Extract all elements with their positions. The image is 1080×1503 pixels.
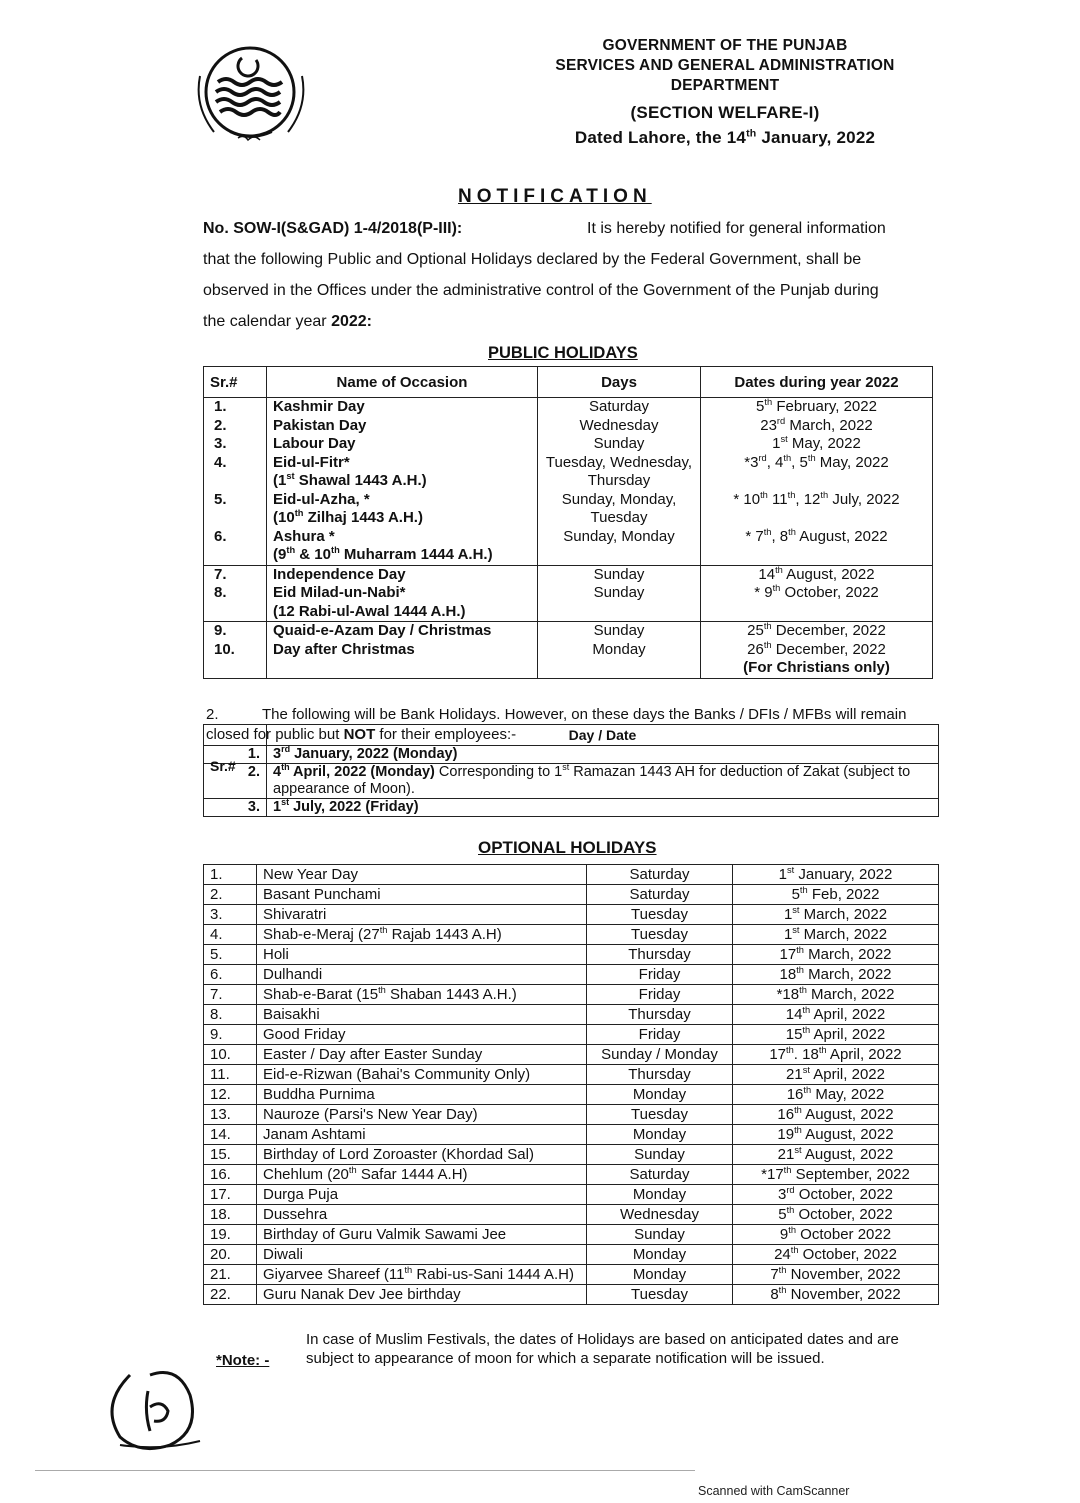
holiday-date: * 10th 11th, 12th July, 2022 bbox=[701, 491, 933, 528]
optional-date: 17th March, 2022 bbox=[733, 945, 939, 965]
public-holiday-row bbox=[204, 454, 933, 491]
optional-day: Tuesday bbox=[587, 905, 733, 925]
line4-bold: 2022: bbox=[331, 313, 372, 330]
optional-sr: 21. bbox=[204, 1265, 257, 1285]
optional-holiday-row bbox=[204, 945, 939, 965]
scanner-watermark: Scanned with CamScanner bbox=[698, 1484, 850, 1498]
optional-sr: 15. bbox=[204, 1145, 257, 1165]
notification-line-1: It is hereby notified for general information bbox=[587, 220, 886, 237]
notification-title: NOTIFICATION bbox=[458, 186, 652, 207]
bank-day-date: 4th April, 2022 (Monday) Corresponding to 1st Ramazan 1443 AH for deduction of Zakat (subject to appearance of Moon). bbox=[267, 764, 939, 799]
optional-date: 1st January, 2022 bbox=[733, 865, 939, 885]
holiday-name: Quaid-e-Azam Day / Christmas bbox=[267, 622, 538, 641]
optional-name: Chehlum (20th Safar 1444 A.H) bbox=[257, 1165, 587, 1185]
public-holiday-row bbox=[204, 398, 933, 417]
optional-date: 24th October, 2022 bbox=[733, 1245, 939, 1265]
holiday-days: Sunday bbox=[538, 622, 701, 641]
optional-day: Sunday bbox=[587, 1225, 733, 1245]
public-holiday-row bbox=[204, 622, 933, 641]
optional-sr: 18. bbox=[204, 1205, 257, 1225]
optional-sr: 22. bbox=[204, 1285, 257, 1305]
optional-date: 5th October, 2022 bbox=[733, 1205, 939, 1225]
notification-number: No. SOW-I(S&GAD) 1-4/2018(P-III): bbox=[203, 220, 463, 237]
section-title: (SECTION WELFARE-I) bbox=[630, 103, 820, 122]
optional-holiday-row bbox=[204, 1145, 939, 1165]
optional-name: Giyarvee Shareef (11th Rabi-us-Sani 1444 A.H) bbox=[257, 1265, 587, 1285]
optional-day: Friday bbox=[587, 985, 733, 1005]
optional-sr: 9. bbox=[204, 1025, 257, 1045]
col-header-sr: Sr.# bbox=[204, 367, 267, 398]
optional-name: Basant Punchami bbox=[257, 885, 587, 905]
optional-sr: 17. bbox=[204, 1185, 257, 1205]
optional-name: Shivaratri bbox=[257, 905, 587, 925]
holiday-name: Kashmir Day bbox=[267, 398, 538, 417]
notification-line-3: observed in the Offices under the administrative control of the Government of the Punjab during bbox=[203, 282, 879, 299]
optional-date: 17th. 18th April, 2022 bbox=[733, 1045, 939, 1065]
optional-day: Friday bbox=[587, 965, 733, 985]
optional-name: New Year Day bbox=[257, 865, 587, 885]
holiday-date: 14th August, 2022 bbox=[701, 565, 933, 584]
notification-line-4 bbox=[203, 306, 931, 337]
holiday-name: Eid-ul-Fitr* (1st Shawal 1443 A.H.) bbox=[267, 454, 538, 491]
holiday-name: Labour Day bbox=[267, 435, 538, 454]
holiday-days: Sunday bbox=[538, 435, 701, 454]
optional-date: 16th August, 2022 bbox=[733, 1105, 939, 1125]
holiday-name: Pakistan Day bbox=[267, 417, 538, 436]
optional-name: Birthday of Lord Zoroaster (Khordad Sal) bbox=[257, 1145, 587, 1165]
public-holidays-table bbox=[203, 366, 933, 679]
bank-holiday-row bbox=[204, 746, 939, 764]
optional-sr: 14. bbox=[204, 1125, 257, 1145]
optional-name: Holi bbox=[257, 945, 587, 965]
optional-holiday-row bbox=[204, 1065, 939, 1085]
holiday-sr: 4. bbox=[204, 454, 267, 491]
optional-date: 21st August, 2022 bbox=[733, 1145, 939, 1165]
bank-col-sr: Sr.# bbox=[210, 758, 236, 774]
holiday-sr: 2. bbox=[204, 417, 267, 436]
note-label bbox=[216, 1352, 269, 1369]
optional-name: Eid-e-Rizwan (Bahai's Community Only) bbox=[257, 1065, 587, 1085]
bank-col-day-date: Day / Date bbox=[267, 725, 939, 746]
optional-sr: 5. bbox=[204, 945, 257, 965]
optional-date: 9th October 2022 bbox=[733, 1225, 939, 1245]
optional-sr: 1. bbox=[204, 865, 257, 885]
holiday-name: Eid-ul-Azha, * (10th Zilhaj 1443 A.H.) bbox=[267, 491, 538, 528]
optional-holiday-row bbox=[204, 1285, 939, 1305]
holiday-days: Wednesday bbox=[538, 417, 701, 436]
holiday-sr: 10. bbox=[204, 641, 267, 679]
optional-holiday-row bbox=[204, 1225, 939, 1245]
col-header-days: Days bbox=[538, 367, 701, 398]
holiday-name: Independence Day bbox=[267, 565, 538, 584]
page-edge-line bbox=[35, 1470, 695, 1471]
dated-pre: Dated Lahore, the 14 bbox=[574, 128, 747, 147]
optional-day: Monday bbox=[587, 1185, 733, 1205]
optional-sr: 8. bbox=[204, 1005, 257, 1025]
optional-sr: 4. bbox=[204, 925, 257, 945]
note-label-text: *Note: - bbox=[216, 1352, 270, 1369]
public-holiday-row bbox=[204, 435, 933, 454]
optional-holiday-row bbox=[204, 1125, 939, 1145]
optional-sr: 2. bbox=[204, 885, 257, 905]
optional-date: 1st March, 2022 bbox=[733, 905, 939, 925]
holiday-date: *3rd, 4th, 5th May, 2022 bbox=[701, 454, 933, 491]
optional-date: 3rd October, 2022 bbox=[733, 1185, 939, 1205]
government-header bbox=[540, 36, 910, 96]
bank-para-line-1: The following will be Bank Holidays. However, on these days the Banks / DFIs / MFBs will remain bbox=[262, 706, 907, 723]
holiday-days: Sunday, Monday, Tuesday bbox=[538, 491, 701, 528]
optional-sr: 16. bbox=[204, 1165, 257, 1185]
optional-date: 21st April, 2022 bbox=[733, 1065, 939, 1085]
header-line-2: SERVICES AND GENERAL ADMINISTRATION bbox=[555, 57, 895, 74]
bank-holidays-table bbox=[203, 724, 939, 817]
optional-sr: 19. bbox=[204, 1225, 257, 1245]
optional-date: 8th November, 2022 bbox=[733, 1285, 939, 1305]
optional-name: Diwali bbox=[257, 1245, 587, 1265]
optional-sr: 20. bbox=[204, 1245, 257, 1265]
holiday-sr: 9. bbox=[204, 622, 267, 641]
para-bold: NOT bbox=[343, 726, 376, 743]
col-header-dates: Dates during year 2022 bbox=[701, 367, 933, 398]
holiday-days: Tuesday, Wednesday, Thursday bbox=[538, 454, 701, 491]
holiday-name: Ashura * (9th & 10th Muharram 1444 A.H.) bbox=[267, 528, 538, 566]
optional-holiday-row bbox=[204, 905, 939, 925]
optional-sr: 13. bbox=[204, 1105, 257, 1125]
dated-post: January, 2022 bbox=[756, 128, 876, 147]
optional-day: Monday bbox=[587, 1125, 733, 1145]
holiday-days: Sunday bbox=[538, 565, 701, 584]
optional-sr: 3. bbox=[204, 905, 257, 925]
public-holiday-row bbox=[204, 491, 933, 528]
holiday-name: Eid Milad-un-Nabi* (12 Rabi-ul-Awal 1444 A.H.) bbox=[267, 584, 538, 622]
para-number: 2. bbox=[206, 706, 219, 723]
note-text bbox=[306, 1330, 966, 1368]
holiday-sr: 5. bbox=[204, 491, 267, 528]
holiday-sr: 1. bbox=[204, 398, 267, 417]
holiday-days: Monday bbox=[538, 641, 701, 679]
holiday-name: Day after Christmas bbox=[267, 641, 538, 679]
optional-day: Tuesday bbox=[587, 925, 733, 945]
optional-day: Monday bbox=[587, 1245, 733, 1265]
holiday-date: 25th December, 2022 bbox=[701, 622, 933, 641]
optional-sr: 6. bbox=[204, 965, 257, 985]
optional-day: Thursday bbox=[587, 945, 733, 965]
optional-name: Buddha Purnima bbox=[257, 1085, 587, 1105]
public-holidays-title: PUBLIC HOLIDAYS bbox=[488, 344, 638, 362]
line4-pre: the calendar year bbox=[203, 313, 332, 330]
optional-holiday-row bbox=[204, 1265, 939, 1285]
holiday-days: Sunday, Monday bbox=[538, 528, 701, 566]
bank-day-date: 1st July, 2022 (Friday) bbox=[267, 799, 939, 817]
optional-date: 18th March, 2022 bbox=[733, 965, 939, 985]
optional-date: 16th May, 2022 bbox=[733, 1085, 939, 1105]
optional-date: 15th April, 2022 bbox=[733, 1025, 939, 1045]
optional-day: Tuesday bbox=[587, 1105, 733, 1125]
optional-holiday-row bbox=[204, 1105, 939, 1125]
optional-date: 19th August, 2022 bbox=[733, 1125, 939, 1145]
holiday-sr: 6. bbox=[204, 528, 267, 566]
optional-day: Thursday bbox=[587, 1065, 733, 1085]
para-pre: closed for public but bbox=[206, 726, 344, 743]
optional-holiday-row bbox=[204, 985, 939, 1005]
optional-name: Nauroze (Parsi's New Year Day) bbox=[257, 1105, 587, 1125]
optional-holidays-title: OPTIONAL HOLIDAYS bbox=[478, 838, 657, 857]
bank-holiday-row bbox=[204, 799, 939, 817]
holiday-date: * 9th October, 2022 bbox=[701, 584, 933, 622]
public-holiday-row bbox=[204, 417, 933, 436]
optional-date: 14th April, 2022 bbox=[733, 1005, 939, 1025]
holiday-days: Sunday bbox=[538, 584, 701, 622]
optional-holiday-row bbox=[204, 1005, 939, 1025]
optional-name: Dussehra bbox=[257, 1205, 587, 1225]
optional-date: 5th Feb, 2022 bbox=[733, 885, 939, 905]
header-line-1: GOVERNMENT OF THE PUNJAB bbox=[602, 37, 848, 54]
bank-day-date: 3rd January, 2022 (Monday) bbox=[267, 746, 939, 764]
optional-holiday-row bbox=[204, 1205, 939, 1225]
optional-day: Saturday bbox=[587, 1165, 733, 1185]
header-line-3: DEPARTMENT bbox=[670, 77, 780, 94]
optional-day: Monday bbox=[587, 1265, 733, 1285]
optional-holiday-row bbox=[204, 1085, 939, 1105]
optional-date: *18th March, 2022 bbox=[733, 985, 939, 1005]
holiday-sr: 7. bbox=[204, 565, 267, 584]
optional-day: Sunday bbox=[587, 1145, 733, 1165]
notification-line-2: that the following Public and Optional Holidays declared by the Federal Government, shall be bbox=[203, 251, 862, 268]
optional-name: Baisakhi bbox=[257, 1005, 587, 1025]
holiday-date: 1st May, 2022 bbox=[701, 435, 933, 454]
para-post: for their employees:- bbox=[375, 726, 517, 743]
optional-holiday-row bbox=[204, 1045, 939, 1065]
optional-name: Shab-e-Barat (15th Shaban 1443 A.H.) bbox=[257, 985, 587, 1005]
bank-header-spacer bbox=[204, 725, 267, 746]
optional-sr: 11. bbox=[204, 1065, 257, 1085]
optional-name: Birthday of Guru Valmik Sawami Jee bbox=[257, 1225, 587, 1245]
holiday-sr: 3. bbox=[204, 435, 267, 454]
notification-paragraph bbox=[203, 213, 931, 337]
optional-date: 7th November, 2022 bbox=[733, 1265, 939, 1285]
optional-sr: 10. bbox=[204, 1045, 257, 1065]
optional-day: Saturday bbox=[587, 865, 733, 885]
holiday-date: 5th February, 2022 bbox=[701, 398, 933, 417]
optional-day: Friday bbox=[587, 1025, 733, 1045]
holiday-sr: 8. bbox=[204, 584, 267, 622]
public-holiday-row bbox=[204, 565, 933, 584]
optional-name: Guru Nanak Dev Jee birthday bbox=[257, 1285, 587, 1305]
bank-sr: 2. bbox=[204, 764, 267, 799]
optional-holiday-row bbox=[204, 1185, 939, 1205]
dated-sup: th bbox=[746, 127, 757, 140]
holiday-date: * 7th, 8th August, 2022 bbox=[701, 528, 933, 566]
optional-name: Durga Puja bbox=[257, 1185, 587, 1205]
optional-holiday-row bbox=[204, 1245, 939, 1265]
dated-line bbox=[540, 128, 910, 148]
optional-day: Sunday / Monday bbox=[587, 1045, 733, 1065]
optional-name: Janam Ashtami bbox=[257, 1125, 587, 1145]
holiday-days: Saturday bbox=[538, 398, 701, 417]
optional-holiday-row bbox=[204, 1165, 939, 1185]
optional-name: Dulhandi bbox=[257, 965, 587, 985]
public-holiday-row bbox=[204, 584, 933, 622]
optional-holiday-row bbox=[204, 885, 939, 905]
optional-sr: 7. bbox=[204, 985, 257, 1005]
optional-name: Shab-e-Meraj (27th Rajab 1443 A.H) bbox=[257, 925, 587, 945]
holiday-date: 23rd March, 2022 bbox=[701, 417, 933, 436]
col-header-occasion: Name of Occasion bbox=[267, 367, 538, 398]
optional-date: 1st March, 2022 bbox=[733, 925, 939, 945]
optional-sr: 12. bbox=[204, 1085, 257, 1105]
optional-day: Saturday bbox=[587, 885, 733, 905]
bank-holiday-row bbox=[204, 764, 939, 799]
optional-holiday-row bbox=[204, 1025, 939, 1045]
optional-holidays-table bbox=[203, 864, 939, 1305]
punjab-government-emblem bbox=[190, 36, 330, 148]
optional-day: Thursday bbox=[587, 1005, 733, 1025]
optional-name: Good Friday bbox=[257, 1025, 587, 1045]
handwritten-signature bbox=[100, 1355, 210, 1455]
optional-holiday-row bbox=[204, 865, 939, 885]
public-holiday-row bbox=[204, 641, 933, 679]
holiday-date: 26th December, 2022 (For Christians only) bbox=[701, 641, 933, 679]
optional-holiday-row bbox=[204, 925, 939, 945]
optional-day: Tuesday bbox=[587, 1285, 733, 1305]
bank-sr: 1. bbox=[204, 746, 267, 764]
note-line-1: In case of Muslim Festivals, the dates of Holidays are based on anticipated dates and are bbox=[306, 1331, 899, 1348]
optional-date: *17th September, 2022 bbox=[733, 1165, 939, 1185]
bank-sr: 3. bbox=[204, 799, 267, 817]
optional-day: Wednesday bbox=[587, 1205, 733, 1225]
optional-name: Easter / Day after Easter Sunday bbox=[257, 1045, 587, 1065]
public-holiday-row bbox=[204, 528, 933, 566]
optional-day: Monday bbox=[587, 1085, 733, 1105]
optional-holiday-row bbox=[204, 965, 939, 985]
note-line-2: subject to appearance of moon for which a separate notification will be issued. bbox=[306, 1350, 825, 1367]
